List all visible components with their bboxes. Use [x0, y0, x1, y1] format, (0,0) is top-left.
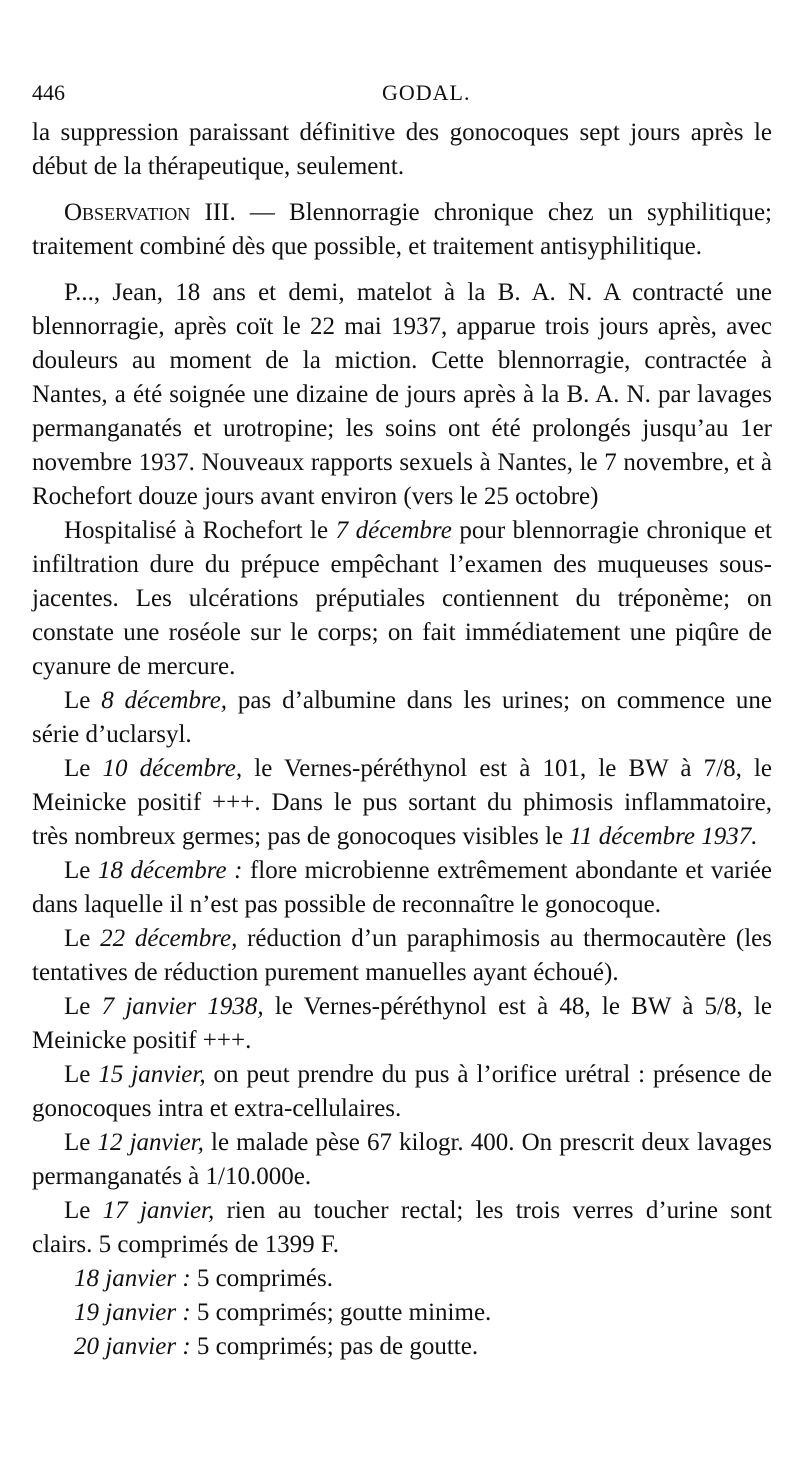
patient-history-paragraph: P..., Jean, 18 ans et demi, matelot à la B. A. N. A contracté une blennorragie, après coït le 22 mai 1937, apparue trois jours après, avec douleurs au moment de la miction. Cette blennorragie, contractée à Nantes, a été soignée une dizaine de jours après à la B. A. N. par lavages permanganatés et urotropine; les soins ont été prolongés jusqu’au 1er novembre 1937. Nouveaux rapports sexuels à Nantes, le 7 novembre, et à Rochefort douze jours avant environ (vers le 25 octobre) — [32, 279, 772, 510]
entry-15-janvier: Le 15 janvier, on peut prendre du pus à l’orifice urétral : présence de gonocoques intra et extra-cellulaires. — [32, 1061, 772, 1122]
page-number: 446 — [32, 80, 65, 105]
document-page — [32, 80, 772, 1364]
entry-12-janvier: Le 12 janvier, le malade pèse 67 kilogr. 400. On prescrit deux lavages permanganatés à 1/10.000e. — [32, 1129, 773, 1190]
entry-22-decembre: Le 22 décembre, réduction d’un paraphimosis au thermocautère (les tentatives de réduction purement manuelles ayant échoué). — [32, 925, 772, 986]
entry-8-decembre: Le 8 décembre, pas d’albumine dans les urines; on commence une série d’uclarsyl. — [32, 687, 772, 748]
entry-7-janvier: Le 7 janvier 1938, le Vernes-péréthynol est à 48, le BW à 5/8, le Meinicke positif +++. — [32, 993, 772, 1054]
dose-entry: 18 janvier : 5 comprimés. — [74, 1265, 333, 1292]
hospitalization-paragraph: Hospitalisé à Rochefort le 7 décembre pour blennorragie chronique et infiltration dure du prépuce empêchant l’examen des muqueuses sous-jacentes. Les ulcérations préputiales contiennent du tréponème; on constate une roséole sur le corps; on fait immédiatement une piqûre de cyanure de mercure. — [32, 517, 772, 680]
observation-heading: Observation III. — Blennorragie chronique chez un syphilitique; traitement combiné dès que possible, et traitement antisyphilitique. — [32, 199, 772, 260]
paragraph-continuation: la suppression paraissant définitive des gonocoques sept jours après le début de la thérapeutique, seulement. — [32, 119, 772, 180]
running-head — [32, 80, 772, 116]
observation-label: Observation III. — [64, 199, 236, 226]
entry-17-janvier: Le 17 janvier, rien au toucher rectal; les trois verres d’urine sont clairs. 5 comprimés de 1399 F. — [32, 1197, 772, 1258]
entry-10-decembre: Le 10 décembre, le Vernes-péréthynol est à 101, le BW à 7/8, le Meinicke positif +++. Dans le pus sortant du phimosis inflammatoire, très nombreux germes; pas de gonocoques visibles le 11 décembre 1937. — [32, 755, 773, 850]
dose-entry: 20 janvier : 5 comprimés; pas de goutte. — [74, 1333, 479, 1360]
dose-entry: 19 janvier : 5 comprimés; goutte minime. — [74, 1299, 492, 1326]
running-title: GODAL. — [382, 80, 471, 105]
entry-18-decembre: Le 18 décembre : flore microbienne extrêmement abondante et variée dans laquelle il n’est pas possible de reconnaître le gonocoque. — [32, 857, 772, 918]
